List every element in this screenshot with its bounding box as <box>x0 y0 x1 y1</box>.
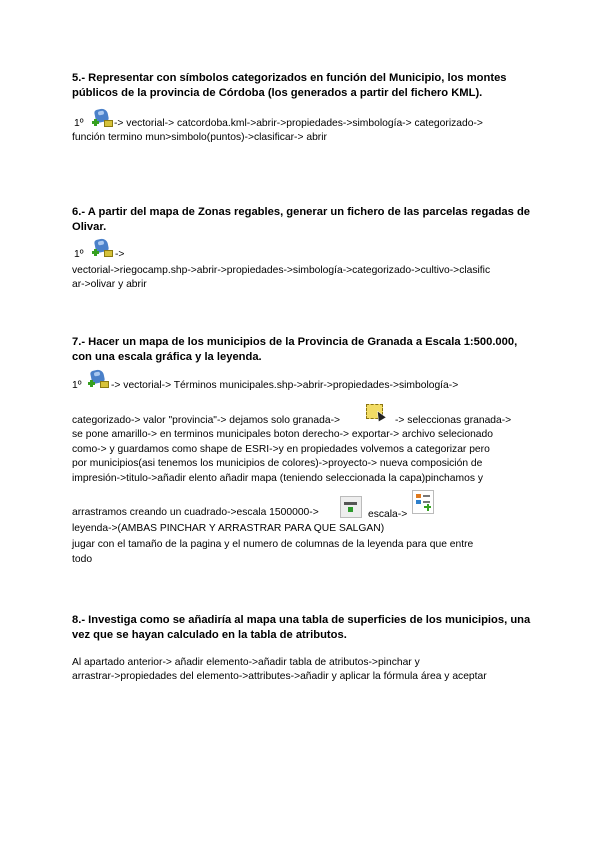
instruction-line: escala-> <box>368 509 408 520</box>
instruction-line: leyenda->(AMBAS PINCHAR Y ARRASTRAR PARA QUE SALGAN) <box>72 523 385 534</box>
instruction-line: se pone amarillo-> en terminos municipales boton derecho-> exportar-> archivo selecionado <box>72 429 493 440</box>
instruction-line: ar->olivar y abrir <box>72 279 147 290</box>
heading-line: vez que se hayan calculado en la tabla de atributos. <box>72 629 347 641</box>
instruction-line: por municipios(asi tenemos los municipios de colores)->proyecto-> nueva composición de <box>72 458 483 469</box>
select-features-icon <box>364 402 388 424</box>
instruction-line: -> <box>115 249 125 260</box>
step-number: 1º <box>74 249 84 260</box>
heading-line: 6.- A partir del mapa de Zonas regables, generar un fichero de las parcelas regadas de <box>72 206 531 218</box>
instruction-line: Al apartado anterior-> añadir elemento->añadir tabla de atributos->pinchar y <box>72 657 420 668</box>
instruction-line: -> seleccionas granada-> <box>395 415 512 426</box>
heading-line: 8.- Investiga como se añadiría al mapa una tabla de superficies de los municipios, una <box>72 614 531 626</box>
add-legend-icon <box>412 490 434 514</box>
instruction-line: todo <box>72 554 93 565</box>
add-vector-layer-icon <box>91 237 113 257</box>
section-6-heading <box>72 205 532 235</box>
add-scalebar-icon <box>340 496 362 518</box>
heading-line: Olivar. <box>72 221 107 233</box>
heading-line: 7.- Hacer un mapa de los municipios de la Provincia de Granada a Escala 1:500.000, <box>72 336 518 348</box>
instruction-line: vectorial->riegocamp.shp->abrir->propiedades->simbología->categorizado->cultivo->clasific <box>72 265 491 276</box>
instruction-line: -> vectorial-> catcordoba.kml->abrir->propiedades->simbología-> categorizado-> <box>114 118 483 129</box>
heading-line: públicos de la provincia de Córdoba (los generados a partir del fichero KML). <box>72 87 483 99</box>
instruction-line: función termino mun>simbolo(puntos)->clasificar-> abrir <box>72 132 327 143</box>
heading-line: con una escala gráfica y la leyenda. <box>72 351 262 363</box>
add-vector-layer-icon <box>91 107 113 127</box>
instruction-line: jugar con el tamaño de la pagina y el numero de columnas de la leyenda para que entre <box>72 539 474 550</box>
instruction-line: arrastramos creando un cuadrado->escala 1500000-> <box>72 507 319 518</box>
heading-line: 5.- Representar con símbolos categorizados en función del Municipio, los montes <box>72 72 507 84</box>
instruction-line: arrastrar->propiedades del elemento->attributes->añadir y aplicar la fórmula área y aceptar <box>72 671 487 682</box>
instruction-line: -> vectorial-> Términos municipales.shp->abrir->propiedades->simbología-> <box>111 380 459 391</box>
step-number: 1º <box>72 380 82 391</box>
instruction-line: como-> y guardamos como shape de ESRI->y en propiedades volvemos a categorizar pero <box>72 444 490 455</box>
add-vector-layer-icon <box>87 368 109 388</box>
step-number: 1º <box>74 118 84 129</box>
section-5-heading <box>72 71 532 101</box>
instruction-line: categorizado-> valor "provincia"-> dejamos solo granada-> <box>72 415 341 426</box>
section-8-heading <box>72 613 532 643</box>
instruction-line: impresión->titulo->añadir elento añadir mapa (teniendo seleccionada la capa)pinchamos y <box>72 473 483 484</box>
section-7-heading <box>72 335 532 365</box>
